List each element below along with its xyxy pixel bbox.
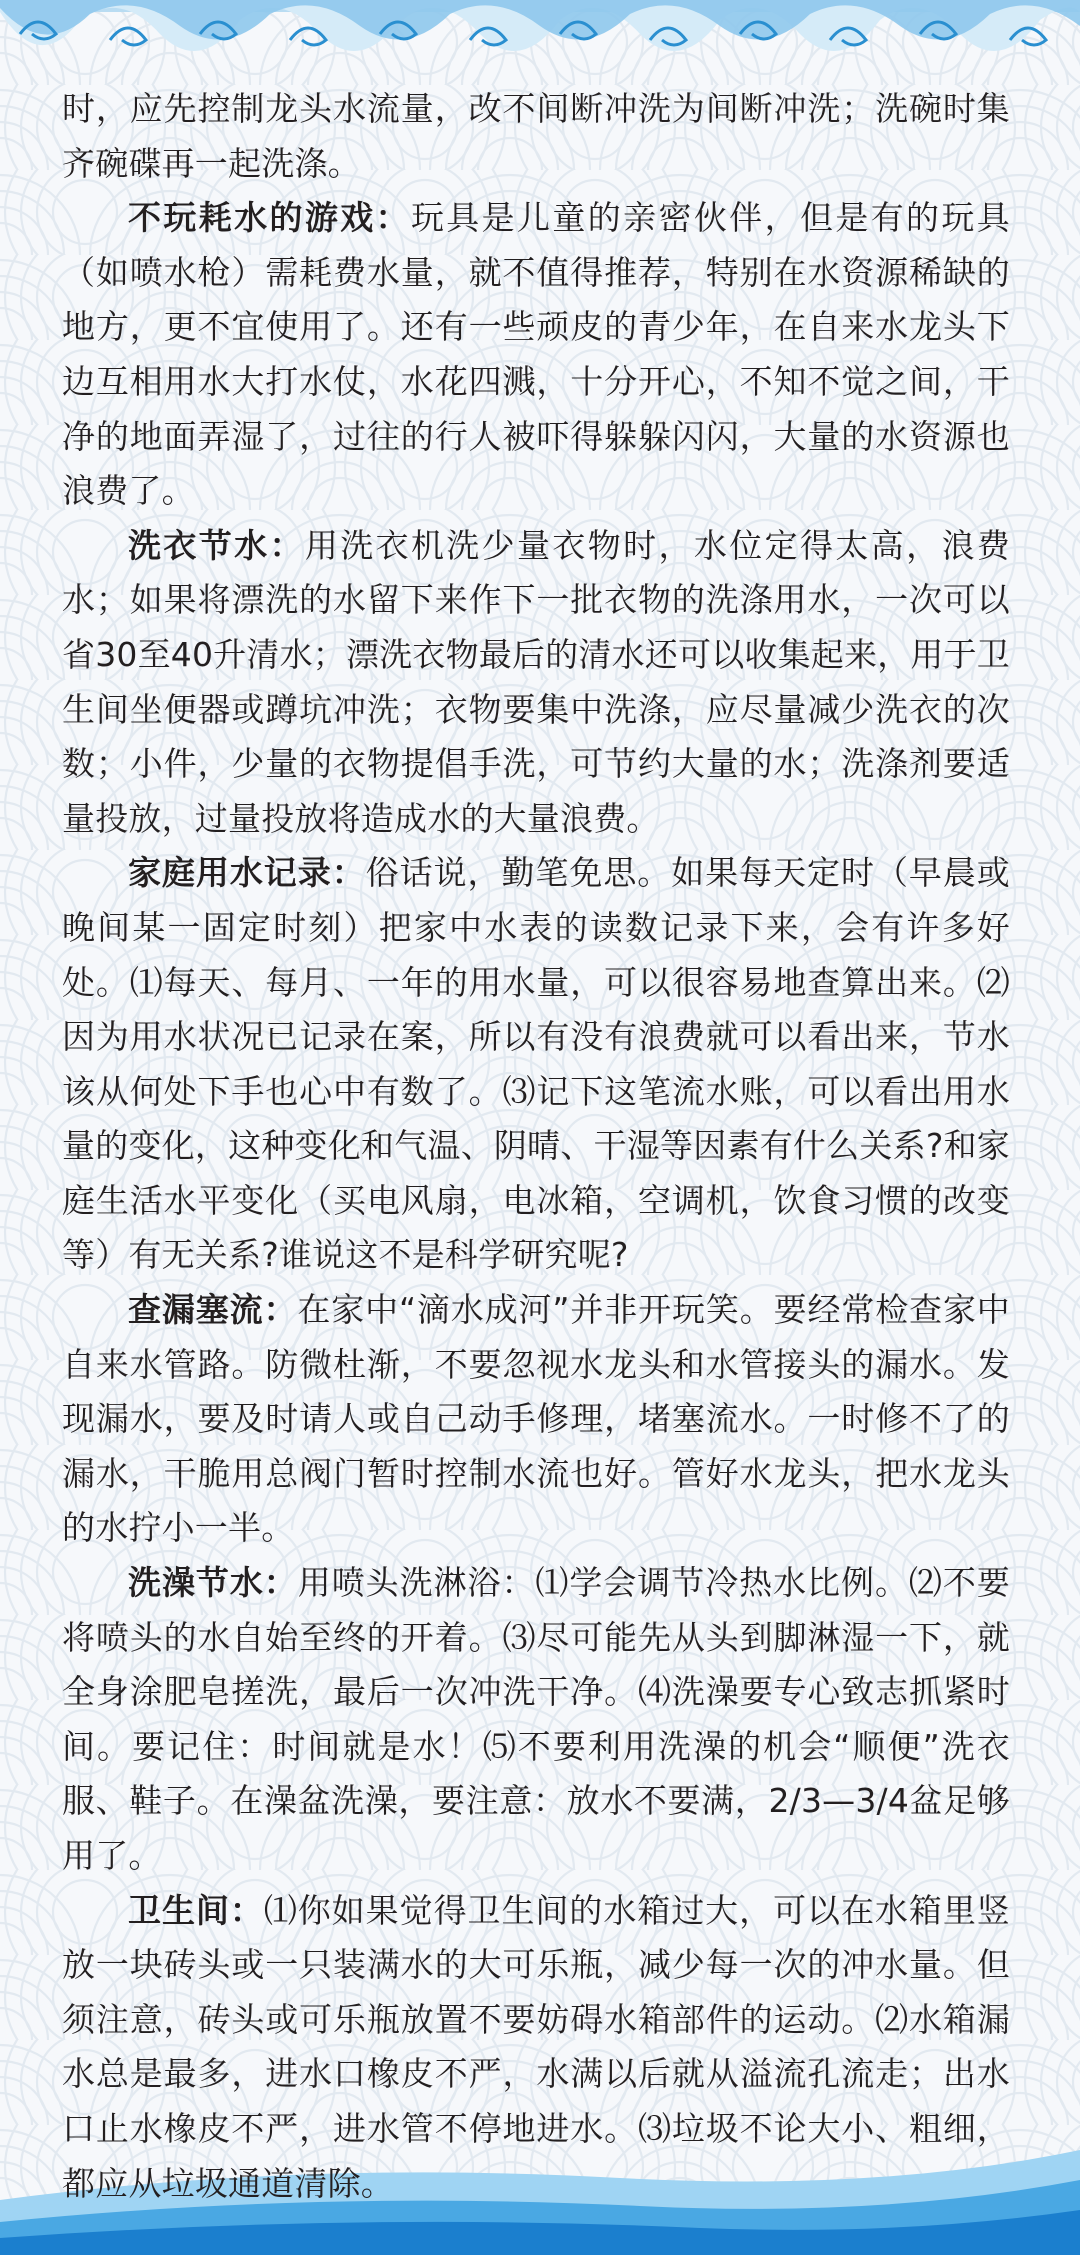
section-heading: 家庭用水记录： [128,853,366,893]
section-body: 俗话说，勤笔免思。如果每天定时（早晨或晚间某一固定时刻）把家中水表的读数记录下来，会有许多好处。⑴每天、每月、一年的用水量，可以很容易地查算出来。⑵因为用水状况已记录在案，所以有没有浪费就可以看出来，节水该从何处下手也心中有数了。⑶记下这笔流水账，可以看出用水量的变化，这种变化和气温、阴晴、干湿等因素有什么关系?和家庭生活水平变化（买电风扇，电冰箱，空调机，饮食习惯的改变等）有无关系?谁说这不是科学研究呢? [62,853,1010,1275]
article-body [62,82,1010,2211]
section-laundry [62,519,1010,847]
section-water-record [62,846,1010,1283]
section-body: 用洗衣机洗少量衣物时，水位定得太高，浪费水；如果将漂洗的水留下来作下一批衣物的洗涤用水，一次可以省30至40升清水；漂洗衣物最后的清水还可以收集起来，用于卫生间坐便器或蹲坑冲洗；衣物要集中洗涤，应尽量减少洗衣的次数；小件，少量的衣物提倡手洗，可节约大量的水；洗涤剂要适量投放，过量投放将造成水的大量浪费。 [62,525,1011,838]
intro-paragraph: 时，应先控制龙头水流量，改不间断冲洗为间断冲洗；洗碗时集齐碗碟再一起洗涤。 [62,89,1010,183]
section-heading: 洗澡节水： [128,1563,298,1603]
section-body: ⑴你如果觉得卫生间的水箱过大，可以在水箱里竖放一块砖头或一只装满水的大可乐瓶，减少每一次的冲水量。但须注意，砖头或可乐瓶放置不要妨碍水箱部件的运动。⑵水箱漏水总是最多，进水口橡皮不严，水满以后就从溢流孔流走；出水口止水橡皮不严，进水管不停地进水。⑶垃圾不论大小、粗细，都应从垃圾通道清除。 [62,1890,1010,2203]
section-body: 玩具是儿童的亲密伙伴，但是有的玩具（如喷水枪）需耗费水量，就不值得推荐，特别在水资源稀缺的地方，更不宜使用了。还有一些顽皮的青少年，在自来水龙头下边互相用水大打水仗，水花四溅，十分开心，不知不觉之间，干净的地面弄湿了，过往的行人被吓得躲躲闪闪，大量的水资源也浪费了。 [62,198,1010,511]
section-leak-check [62,1283,1010,1556]
section-toys [62,191,1010,519]
section-heading: 卫生间： [128,1890,264,1930]
section-body: 用喷头洗淋浴：⑴学会调节冷热水比例。⑵不要将喷头的水自始至终的开着。⑶尽可能先从头到脚淋湿一下，就全身涂肥皂搓洗，最后一次冲洗干净。⑷洗澡要专心致志抓紧时间。要记住：时间就是水！⑸不要利用洗澡的机会“顺便”洗衣服、鞋子。在澡盆洗澡，要注意：放水不要满，2/3—3/4盆足够用了。 [62,1563,1011,1875]
section-heading: 不玩耗水的游戏： [128,198,411,238]
section-heading: 洗衣节水： [128,525,305,565]
section-body: 在家中“滴水成河”并非开玩笑。要经常检查家中自来水管路。防微杜渐，不要忽视水龙头和水管接头的漏水。发现漏水，要及时请人或自己动手修理，堵塞流水。一时修不了的漏水，干脆用总阀门暂时控制水流也好。管好水龙头，把水龙头的水拧小一半。 [62,1290,1011,1548]
section-toilet [62,1884,1010,2212]
section-heading: 查漏塞流： [128,1290,298,1330]
section-shower [62,1556,1010,1884]
